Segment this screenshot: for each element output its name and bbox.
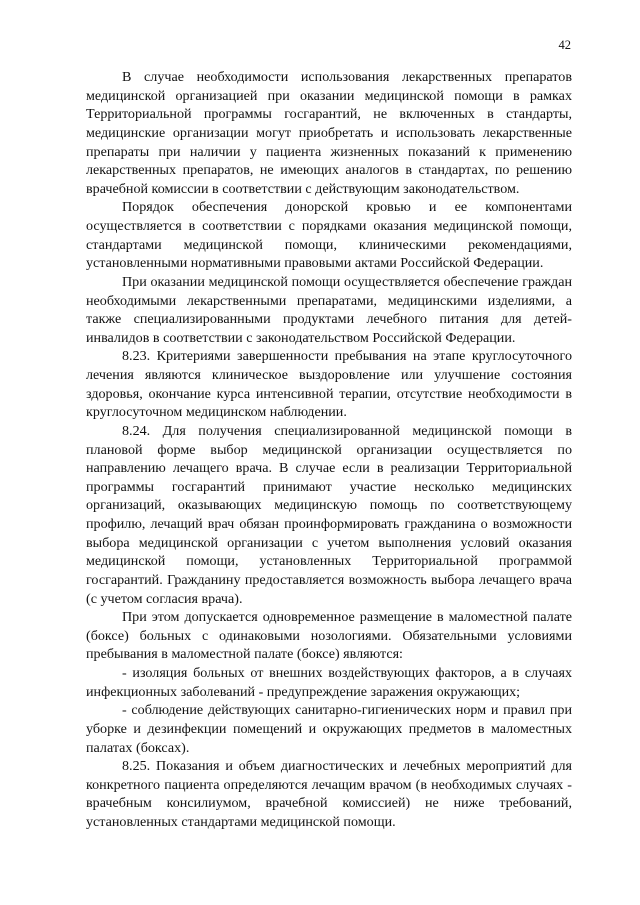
paragraph-medicines-outside-standards: В случае необходимости использования лекарственных препаратов медицинской организацией при оказании медицинской помощи в рамках Территориальной программы госгарантий, не включенных в стандарты, медицинские организации могут приобретать и использовать лекарственные препараты при наличии у пациента жизненных показаний к применению лекарственных препаратов, не имеющих аналогов в стандартах, по решению врачебной комиссии в соответствии с действующим законодательством. [86,69,572,197]
paragraph-donor-blood: Порядок обеспечения донорской кровью и ее компонентами осуществляется в соответствии с порядками оказания медицинской помощи, стандартами медицинской помощи, клиническими рекомендациями, установленными нормативными правовыми актами Российской Федерации. [86,199,572,272]
paragraph-8-23: 8.23. Критериями завершенности пребывания на этапе круглосуточного лечения являются клиническое выздоровление или улучшение состояния здоровья, окончание курса интенсивной терапии, отсутствие необходимости в круглосуточном медицинском наблюдении. [86,348,572,421]
list-item-sanitary-norms: - соблюдение действующих санитарно-гигиенических норм и правил при уборке и дезинфекции помещений и окружающих предметов в маломестных палатах (боксах). [86,702,572,756]
paragraph-8-24: 8.24. Для получения специализированной медицинской помощи в плановой форме выбор медицинской организации осуществляется по направлению лечащего врача. В случае если в реализации Территориальной программы госгарантий принимают участие несколько медицинских организаций, оказывающих медицинскую помощь по соответствующему профилю, лечащий врач обязан проинформировать гражданина о возможности выбора медицинской организации с учетом выполнения условий оказания медицинской помощи, установленных Территориальной программой госгарантий. Гражданину предоставляется возможность выбора лечащего врача (с учетом согласия врача). [86,422,572,607]
paragraph-medicine-provision: При оказании медицинской помощи осуществляется обеспечение граждан необходимыми лекарственными препаратами, медицинскими изделиями, а также специализированными продуктами лечебного питания для детей-инвалидов в соответствии с законодательством Российской Федерации. [86,273,572,346]
list-item-isolation: - изоляция больных от внешних воздействующих факторов, а в случаях инфекционных заболеваний - предупреждение заражения окружающих; [86,665,572,700]
page-number: 42 [558,38,571,52]
document-body [86,68,572,832]
paragraph-8-25: 8.25. Показания и объем диагностических и лечебных мероприятий для конкретного пациента определяются лечащим врачом (в необходимых случаях - врачебным консилиумом, врачебной комиссией) не ниже требований, установленных стандартами медицинской помощи. [86,758,572,830]
paragraph-small-ward: При этом допускается одновременное размещение в маломестной палате (боксе) больных с одинаковыми нозологиями. Обязательными условиями пребывания в маломестной палате (боксе) являются: [86,609,572,663]
